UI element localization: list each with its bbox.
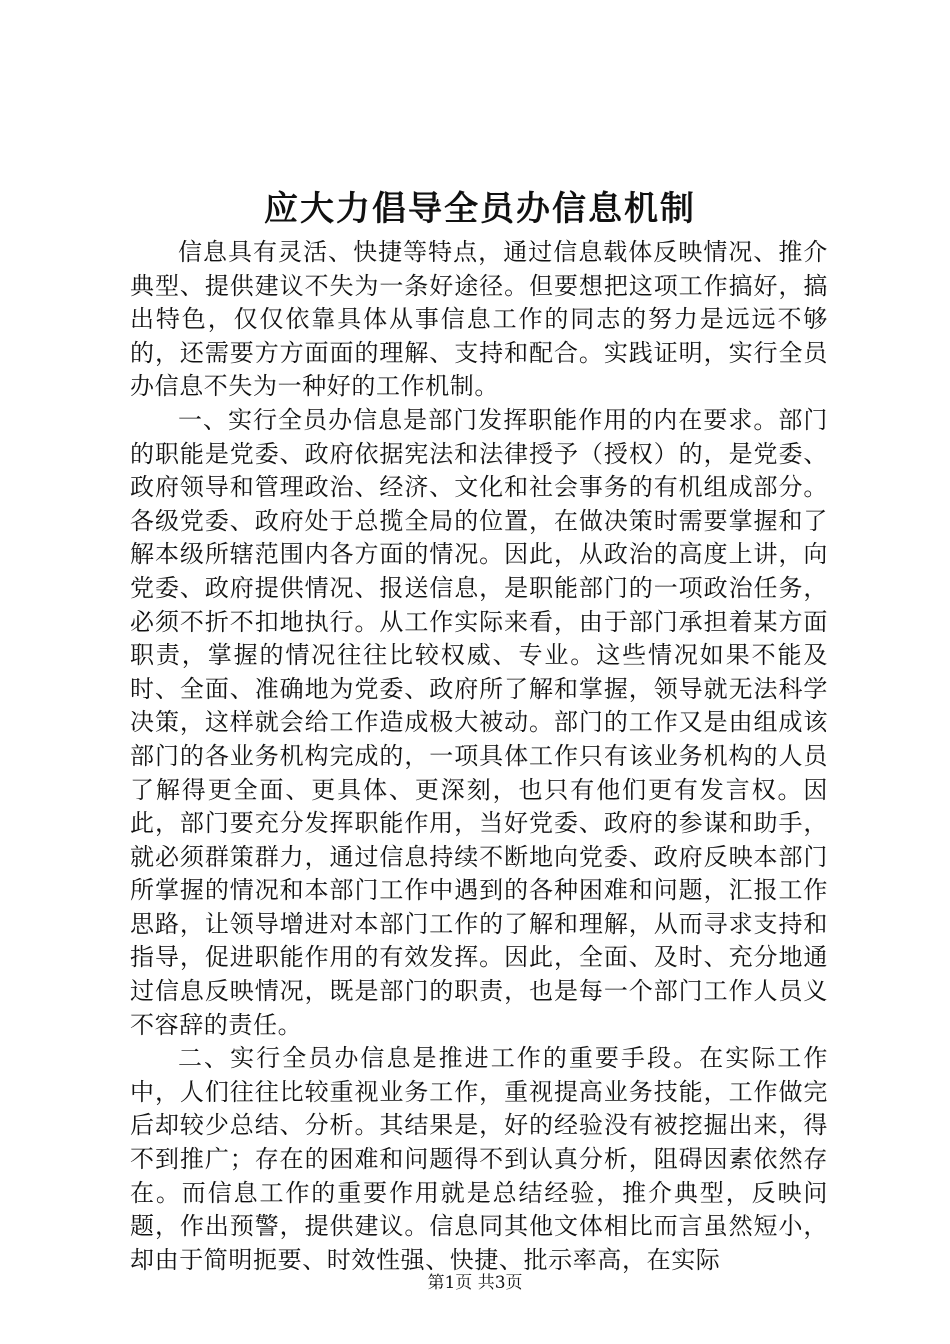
document-title: 应大力倡导全员办信息机制 — [264, 189, 696, 229]
page-number-footer: 第1页 共3页 — [427, 1273, 523, 1293]
document-body — [130, 236, 828, 1277]
paragraph-intro: 信息具有灵活、快捷等特点，通过信息载体反映情况、推介典型、提供建议不失为一条好途径。但要想把这项工作搞好，搞出特色，仅仅依靠具体从事信息工作的同志的努力是远远不够的，还需要方方面面的理解、支持和配合。实践证明，实行全员办信息不失为一种好的工作机制。 — [130, 238, 828, 401]
paragraph-section-two: 二、实行全员办信息是推进工作的重要手段。在实际工作中，人们往往比较重视业务工作，重视提高业务技能，工作做完后却较少总结、分析。其结果是，好的经验没有被挖掘出来，得不到推广；存在的困难和问题得不到认真分析，阻碍因素依然存在。而信息工作的重要作用就是总结经验，推介典型，反映问题，作出预警，提供建议。信息同其他文体相比而言虽然短小，却由于简明扼要、时效性强、快捷、批示率高，在实际 — [130, 1044, 828, 1274]
paragraph-section-one: 一、实行全员办信息是部门发挥职能作用的内在要求。部门的职能是党委、政府依据宪法和法律授予（授权）的，是党委、政府领导和管理政治、经济、文化和社会事务的有机组成部分。各级党委、政府处于总揽全局的位置，在做决策时需要掌握和了解本级所辖范围内各方面的情况。因此，从政治的高度上讲，向党委、政府提供情况、报送信息，是职能部门的一项政治任务，必须不折不扣地执行。从工作实际来看，由于部门承担着某方面职责，掌握的情况往往比较权威、专业。这些情况如果不能及时、全面、准确地为党委、政府所了解和掌握，领导就无法科学决策，这样就会给工作造成极大被动。部门的工作又是由组成该部门的各业务机构完成的，一项具体工作只有该业务机构的人员了解得更全面、更具体、更深刻，也只有他们更有发言权。因此，部门要充分发挥职能作用，当好党委、政府的参谋和助手，就必须群策群力，通过信息持续不断地向党委、政府反映本部门所掌握的情况和本部门工作中遇到的各种困难和问题，汇报工作思路，让领导增进对本部门工作的了解和理解，从而寻求支持和指导，促进职能作用的有效发挥。因此，全面、及时、充分地通过信息反映情况，既是部门的职责，也是每一个部门工作人员义不容辞的责任。 — [130, 405, 828, 1039]
